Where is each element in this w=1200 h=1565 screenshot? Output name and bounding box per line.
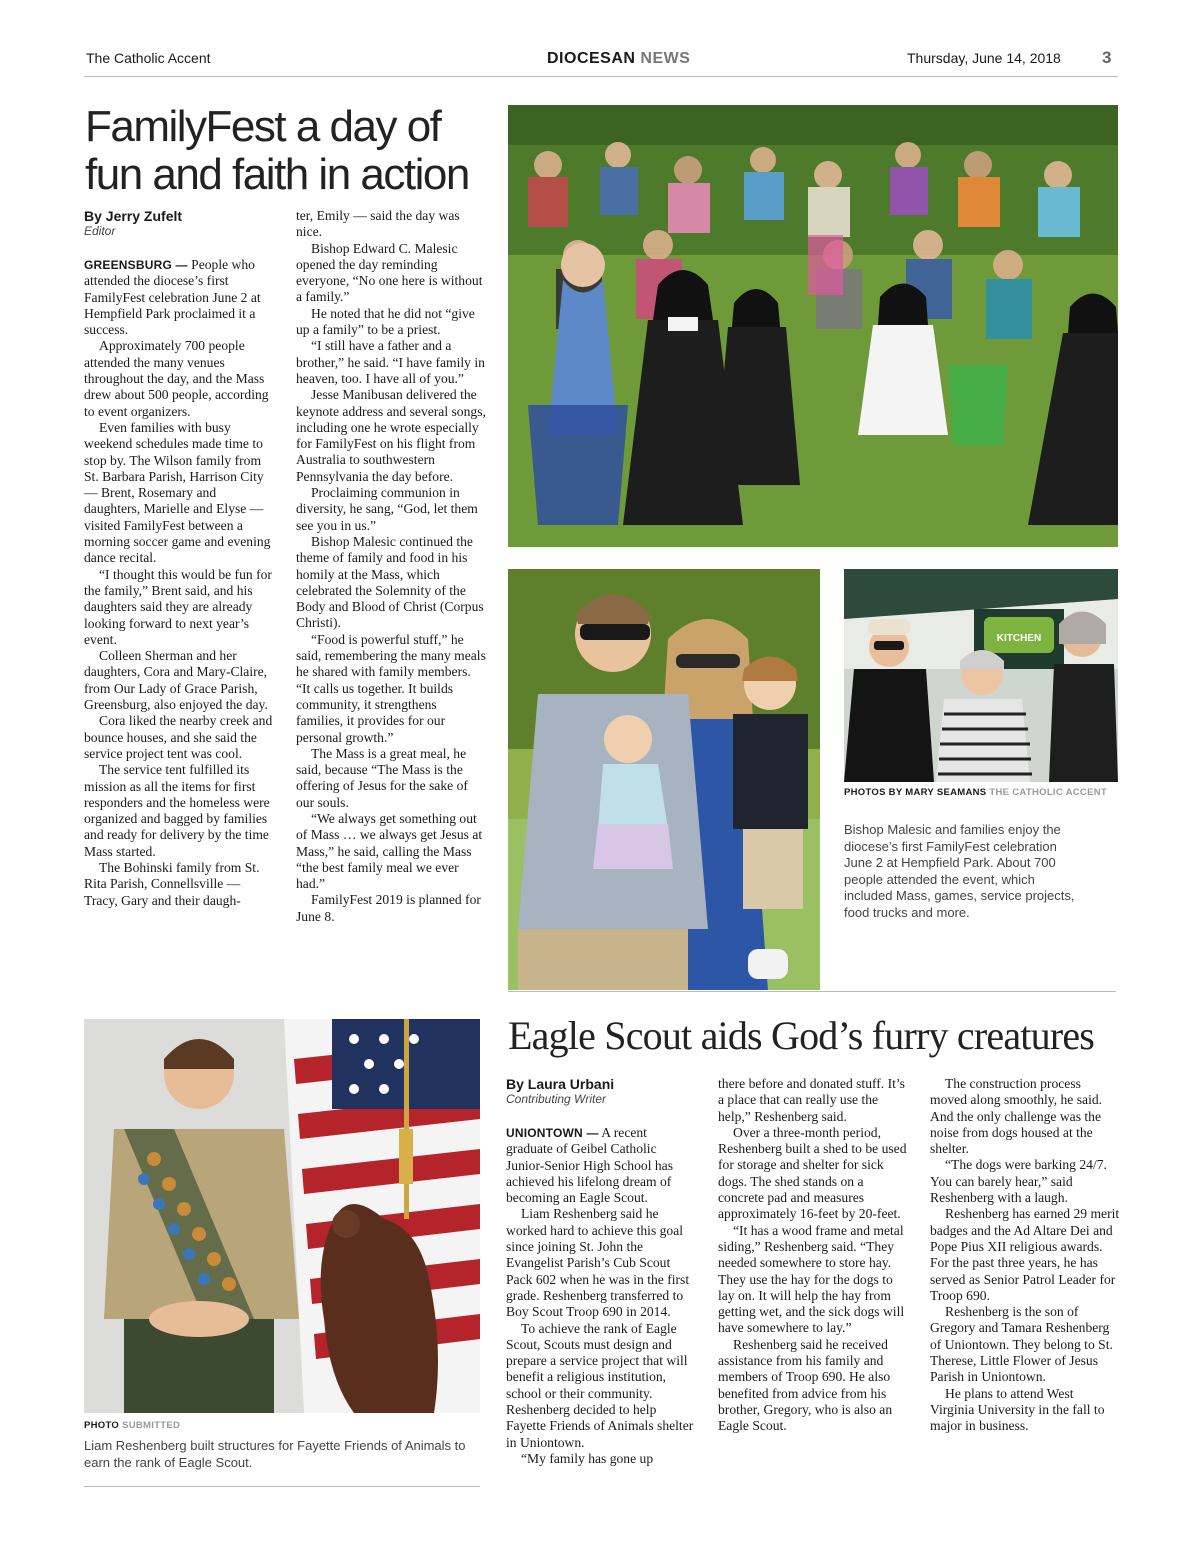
article2-paragraph: The construction process moved along smoothly, he said. And the only challenge was the noise from dogs housed at the shelter. [930, 1076, 1103, 1157]
article2-paragraph: Liam Reshenberg said he worked hard to achieve this goal since joining St. John the Evangelist Parish’s Cub Scout Pack 602 when he was in the first grade. Reshenberg transferred to Boy Scout Troop 690 in 2014. [506, 1206, 690, 1320]
article1-paragraph: Jesse Manibusan delivered the keynote address and several songs, including one he wrote especially for FamilyFest on his flight from Australia to southwestern Pennsylvania the day before. [296, 387, 486, 484]
article1-paragraph: The Bohinski family from St. Rita Parish, Connellsville — Tracy, Gary and their daugh- [84, 859, 260, 908]
article1-role: Editor [84, 224, 116, 238]
article1-paragraph: The service tent fulfilled its mission as all the items for first responders and the homeless were organized and bagged by families and ready for delivery by the time Mass started. [84, 762, 270, 859]
credit-label: PHOTO [84, 1420, 120, 1431]
article1-paragraph: He noted that he did not “give up a family” to be a priest. [296, 305, 475, 338]
article2-role: Contributing Writer [506, 1092, 607, 1106]
article2-paragraph: Over a three-month period, Reshenberg built a shed to be used for storage and shelter for sick dogs. The shed stands on a concrete pad and measures approximately 16-feet by 20-feet. [718, 1124, 907, 1222]
section-title-light: NEWS [640, 50, 691, 67]
article1-column-1 [84, 257, 274, 909]
article1-column-2 [296, 208, 486, 925]
article1-paragraph: Bishop Malesic continued the theme of family and food in his homily at the Mass, which celebrated the Solemnity of the Body and Blood of Christ (Corpus Christi). [296, 533, 484, 631]
article2-paragraph: Reshenberg said he received assistance from his family and members of Troop 690. He also benefited from advice from his brother, Gregory, who is also an Eagle Scout. [718, 1336, 893, 1434]
caption-rule [84, 1486, 480, 1487]
eagle-scout-photo-illustration [84, 1019, 480, 1413]
article2-paragraph: He plans to attend West Virginia University in the fall to major in business. [930, 1385, 1105, 1434]
family-photo-illustration [508, 569, 820, 990]
crowd-photo-illustration [508, 105, 1118, 547]
article1-paragraph: “We always get something out of Mass … we always get Jesus at Mass,” he said, calling the Mass “the best family meal we ever had.” [296, 810, 483, 892]
article2-column-3 [930, 1076, 1120, 1435]
article2-paragraph: Reshenberg is the son of Gregory and Tamara Reshenberg of Uniontown. They belong to St. Therese, Little Flower of Jesus Parish in Uniontown. [930, 1304, 1113, 1385]
article1-paragraph [84, 257, 274, 338]
issue-date: Thursday, June 14, 2018 [907, 50, 1061, 66]
article2-dateline: UNIONTOWN — [506, 1126, 599, 1140]
article2-column-2 [718, 1076, 908, 1435]
article1-paragraph: Approximately 700 people attended the many venues throughout the day, and the Mass drew about 500 people, according to event organizers. [84, 338, 269, 419]
paragraph-text: People who attended the diocese’s first FamilyFest celebration June 2 at Hempfield Park proclaimed it a success. [84, 257, 261, 338]
article1-paragraph: Cora liked the nearby creek and bounce houses, and she said the service project tent was cool. [84, 713, 273, 761]
article1-paragraph: Proclaiming communion in diversity, he sang, “God, let them see you in us.” [296, 485, 478, 533]
section-divider [508, 991, 1116, 992]
masthead-rule [84, 76, 1118, 77]
paragraph-text: A recent graduate of Geibel Catholic Junior-Senior High School has achieved his lifelong dream of becoming an Eagle Scout. [506, 1125, 673, 1206]
photos-credit [844, 787, 1107, 798]
article2-paragraph: “It has a wood frame and metal siding,” Reshenberg said. “They needed somewhere to store hay. They use the hay for the dogs to lay on. It will help the hay from getting wet, and the sick dogs will have somewhere to lay.” [718, 1222, 905, 1336]
article1-paragraph: “I thought this would be fun for the family,” Brent said, and his daughters said they are already looking forward to next year’s event. [84, 566, 272, 647]
article1-paragraph: Bishop Edward C. Malesic opened the day reminding everyone, “No one here is without a family.” [296, 240, 483, 305]
paper-name: The Catholic Accent [86, 50, 211, 66]
article1-dateline: GREENSBURG — [84, 258, 188, 272]
eagle-scout-photo [84, 1019, 480, 1413]
credit-source: SUBMITTED [122, 1420, 181, 1431]
section-title [547, 50, 690, 68]
article1-paragraph: Even families with busy weekend schedules made time to stop by. The Wilson family from St. Barbara Parish, Harrison City — Brent, Rosemary and daughters, Marielle and Elyse — visited FamilyFest between a morning soccer game and evening dance recital. [84, 419, 271, 566]
article2-headline: Eagle Scout aids God’s furry creatures [508, 1013, 1095, 1058]
credit-source: THE CATHOLIC ACCENT [989, 787, 1107, 798]
article1-byline-block [84, 208, 274, 238]
eagle-photo-credit [84, 1420, 180, 1431]
article2-paragraph: “My family has gone up [521, 1450, 654, 1466]
article2-paragraph: Reshenberg has earned 29 merit badges and the Ad Altare Dei and Pope Pius XII religious awards. For the past three years, he has served as Senior Patrol Leader for Troop 690. [930, 1206, 1120, 1303]
article2-byline-block [506, 1076, 696, 1106]
section-title-bold: DIOCESAN [547, 50, 636, 67]
article1-paragraph: “Food is powerful stuff,” he said, remembering the many meals he shared with family members. “It calls us together. It builds community, it strengthens families, it provides for our personal growth.” [296, 631, 486, 745]
eagle-photo-caption: Liam Reshenberg built structures for Fayette Friends of Animals to earn the rank of Eagle Scout. [84, 1438, 466, 1470]
credit-label: PHOTOS BY MARY SEAMANS [844, 787, 987, 798]
page-number: 3 [1102, 48, 1112, 67]
crowd-photo [508, 105, 1118, 547]
article2-paragraph: “The dogs were barking 24/7. You can barely hear,” said Reshenberg with a laugh. [930, 1157, 1107, 1206]
article1-paragraph: The Mass is a great meal, he said, because “The Mass is the offering of Jesus for the sake of our souls. [296, 745, 468, 810]
article1-headline: FamilyFest a day of fun and faith in action [85, 102, 469, 199]
article2-column-1 [506, 1125, 696, 1467]
article1-paragraph: “I still have a father and a brother,” he said. “I have family in heaven, too. I have all of you.” [296, 338, 485, 386]
article2-byline: By Laura Urbani [506, 1076, 615, 1092]
family-photo [508, 569, 820, 990]
photos-caption: Bishop Malesic and families enjoy the diocese’s first FamilyFest celebration June 2 at Hempfield Park. About 700 people attended the event, which included Mass, games, service projects, food trucks and more. [844, 822, 1075, 920]
truck-sign-text: KITCHEN [996, 633, 1042, 644]
article1-paragraph: FamilyFest 2019 is planned for June 8. [296, 892, 481, 924]
article1-paragraph: Colleen Sherman and her daughters, Cora and Mary-Claire, from Our Lady of Grace Parish, Greensburg, also enjoyed the day. [84, 648, 268, 713]
bishop-photo [844, 569, 1118, 782]
article2-paragraph: there before and donated stuff. It’s a place that can really use the help,” Reshenberg said. [718, 1076, 905, 1124]
article1-paragraph: ter, Emily — said the day was nice. [296, 208, 460, 240]
article1-byline: By Jerry Zufelt [84, 208, 183, 224]
bishop-photo-illustration [844, 569, 1118, 782]
article2-paragraph: To achieve the rank of Eagle Scout, Scouts must design and prepare a service project that will benefit a religious institution, school or their community. Reshenberg decided to help Fayette Friends of Animals shelter in Uniontown. [506, 1320, 694, 1450]
article2-paragraph [506, 1125, 696, 1206]
